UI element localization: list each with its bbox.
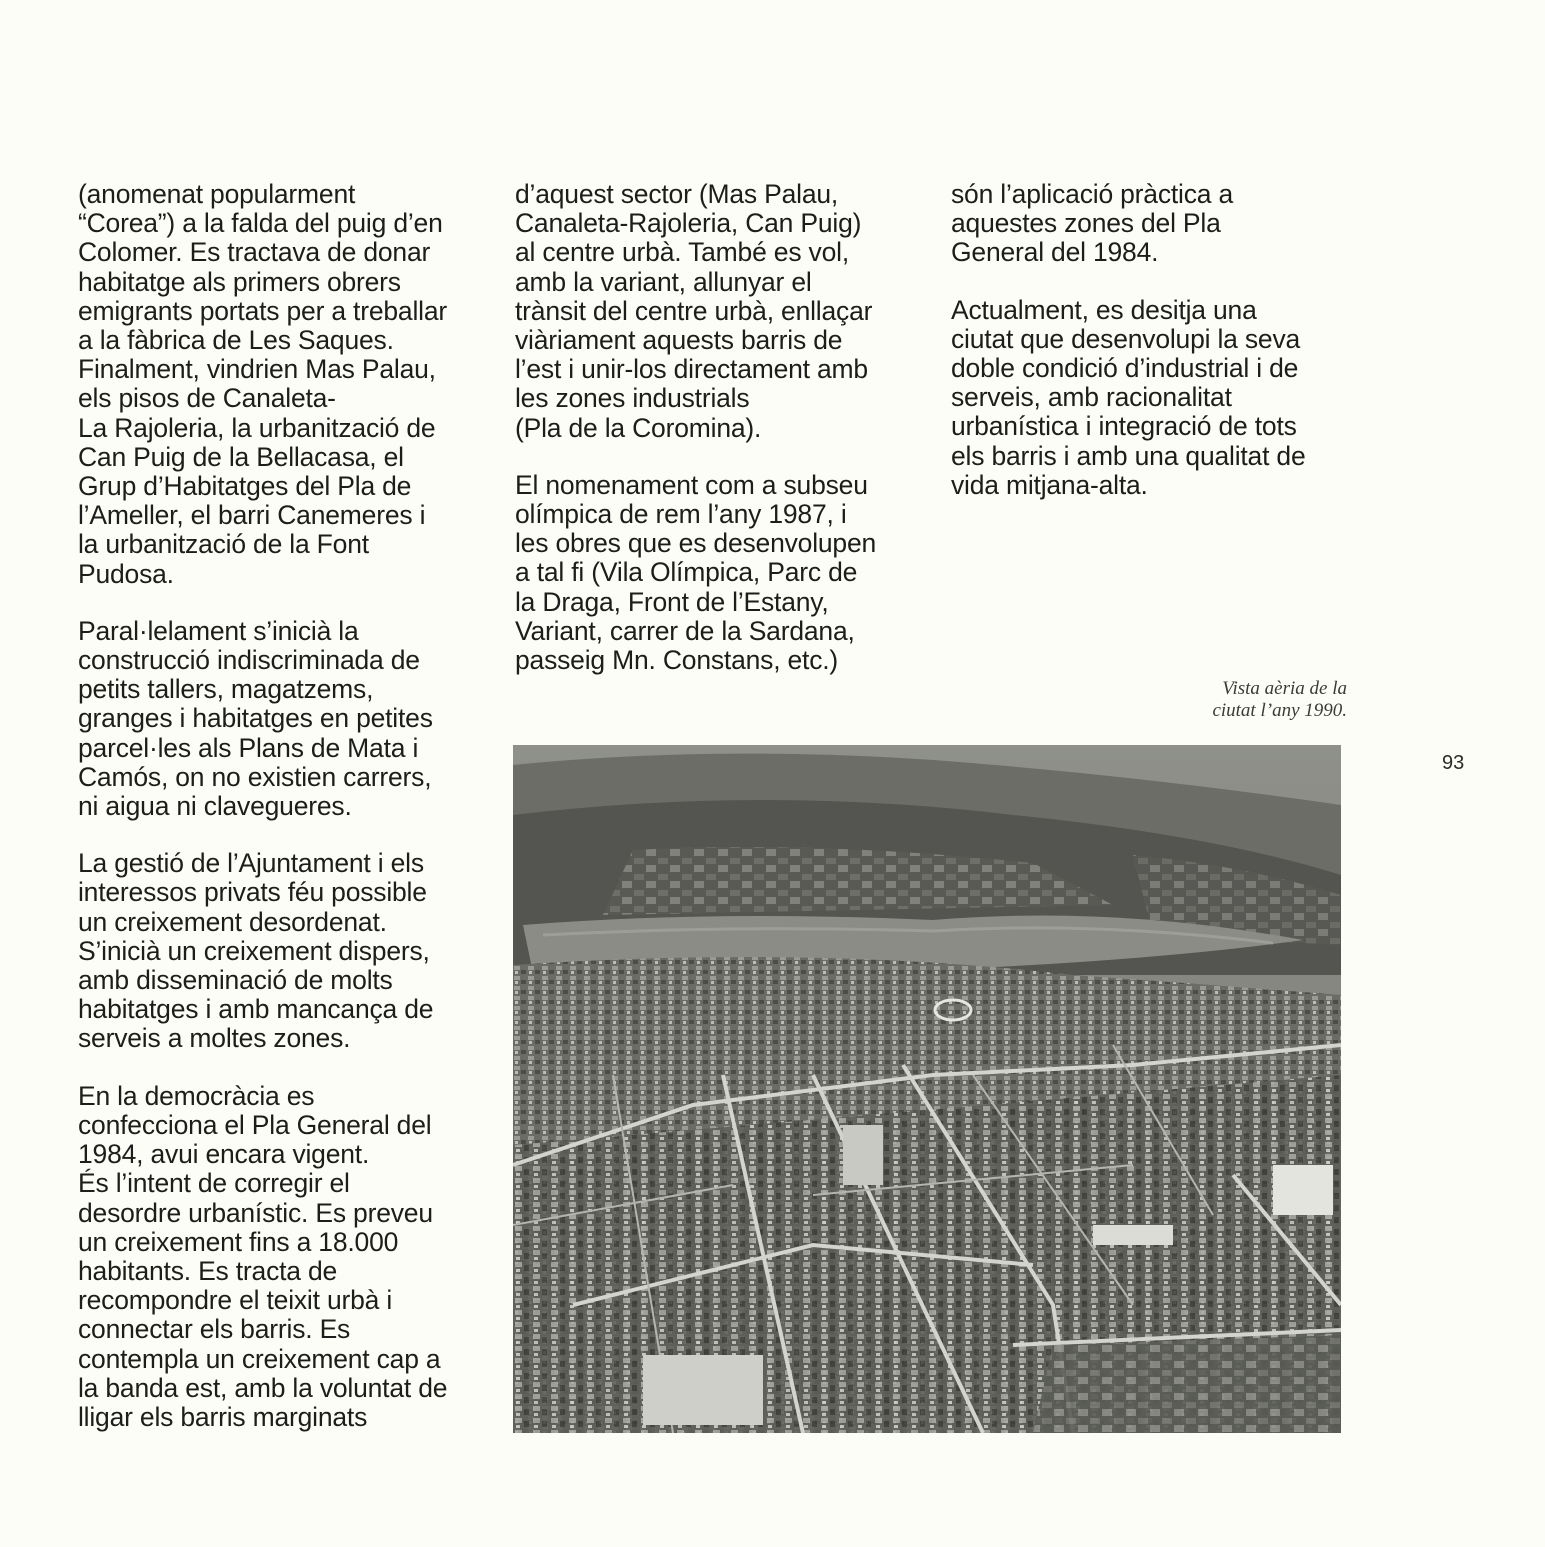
text-line: l’Ameller, el barri Canemeres i [78, 500, 426, 531]
text-line: granges i habitatges en petites [78, 703, 433, 734]
paragraph [78, 180, 498, 589]
text-line: contempla un creixement cap a [78, 1343, 441, 1374]
text-line: a la fàbrica de Les Saques. [78, 325, 394, 356]
paragraph [78, 1082, 498, 1432]
text-line: Actualment, es desitja una [951, 294, 1257, 325]
text-line: la Draga, Front de l’Estany, [515, 586, 829, 617]
text-line: connectar els barris. Es [78, 1314, 351, 1345]
text-line: Paral·lelament s’inicià la [78, 615, 359, 646]
page-number: 93 [1442, 752, 1465, 774]
text-line: urbanística i integració de tots [951, 411, 1297, 442]
caption-line: ciutat l’any 1990. [1212, 700, 1347, 721]
text-line: interessos privats féu possible [78, 877, 427, 908]
text-column-2 [515, 180, 935, 703]
text-column-3 [951, 180, 1371, 528]
text-line: emigrants portats per a treballar [78, 295, 447, 326]
text-line: 1984, avui encara vigent. [78, 1139, 370, 1170]
caption-line: Vista aèria de la [1222, 678, 1347, 699]
text-line: aquestes zones del Pla [951, 208, 1221, 239]
text-line: Variant, carrer de la Sardana, [515, 615, 855, 646]
text-line: amb la variant, allunyar el [515, 266, 812, 297]
paragraph [951, 296, 1371, 500]
text-line: habitatges i amb mancança de [78, 994, 434, 1025]
paragraph [78, 849, 498, 1053]
text-line: lligar els barris marginats [78, 1401, 368, 1432]
paragraph [515, 180, 935, 443]
paragraph [951, 180, 1371, 268]
text-line: Canaleta-Rajoleria, Can Puig) [515, 208, 862, 239]
text-line: Grup d’Habitatges del Pla de [78, 471, 412, 502]
text-line: ni aigua ni clavegueres. [78, 791, 352, 822]
photo-caption [1212, 678, 1347, 722]
text-line: d’aquest sector (Mas Palau, [515, 179, 839, 209]
text-line: viàriament aquests barris de [515, 325, 843, 356]
text-line: olímpica de rem l’any 1987, i [515, 499, 847, 530]
text-line: S’inicià un creixement dispers, [78, 935, 430, 966]
text-column-1 [78, 180, 498, 1460]
text-line: són l’aplicació pràctica a [951, 179, 1234, 209]
text-line: General del 1984. [951, 237, 1159, 268]
paragraph [78, 617, 498, 821]
text-line: amb disseminació de molts [78, 965, 393, 996]
text-line: ciutat que desenvolupi la seva [951, 323, 1301, 354]
text-line: un creixement fins a 18.000 [78, 1226, 399, 1257]
text-line: la urbanització de la Font [78, 529, 369, 560]
text-line: trànsit del centre urbà, enllaçar [515, 295, 873, 326]
text-line: els pisos de Canaleta- [78, 383, 336, 414]
text-line: petits tallers, magatzems, [78, 674, 374, 705]
text-line: Finalment, vindrien Mas Palau, [78, 354, 436, 385]
text-line: La Rajoleria, la urbanització de [78, 412, 436, 443]
text-line: “Corea”) a la falda del puig d’en [78, 208, 443, 239]
text-line: Pudosa. [78, 558, 174, 589]
text-line: serveis, amb racionalitat [951, 382, 1232, 413]
text-line: La gestió de l’Ajuntament i els [78, 848, 424, 879]
text-line: vida mitjana-alta. [951, 469, 1148, 500]
text-line: passeig Mn. Constans, etc.) [515, 645, 839, 676]
text-line: la banda est, amb la voluntat de [78, 1372, 448, 1403]
text-line: Camós, on no existien carrers, [78, 761, 432, 792]
text-line: parcel·les als Plans de Mata i [78, 732, 419, 763]
text-line: desordre urbanístic. Es preveu [78, 1197, 433, 1228]
text-line: construcció indiscriminada de [78, 645, 420, 676]
text-line: El nomenament com a subseu [515, 469, 868, 500]
text-line: (Pla de la Coromina). [515, 412, 762, 443]
text-line: les obres que es desenvolupen [515, 528, 877, 559]
text-line: recompondre el teixit urbà i [78, 1285, 393, 1316]
text-line: a tal fi (Vila Olímpica, Parc de [515, 557, 858, 588]
text-line: al centre urbà. També es vol, [515, 237, 849, 268]
text-line: habitants. Es tracta de [78, 1255, 338, 1286]
text-line: Colomer. Es tractava de donar [78, 237, 431, 268]
text-line: els barris i amb una qualitat de [951, 440, 1306, 471]
text-line: Can Puig de la Bellacasa, el [78, 441, 404, 472]
paragraph [515, 471, 935, 675]
text-line: un creixement desordenat. [78, 906, 387, 937]
text-line: En la democràcia es [78, 1080, 315, 1111]
text-line: les zones industrials [515, 383, 750, 414]
aerial-photo [513, 745, 1341, 1433]
text-line: És l’intent de corregir el [78, 1168, 350, 1199]
text-line: serveis a moltes zones. [78, 1023, 351, 1054]
text-line: (anomenat popularment [78, 179, 356, 209]
text-line: l’est i unir-los directament amb [515, 354, 868, 385]
text-line: doble condició d’industrial i de [951, 353, 1299, 384]
text-line: confecciona el Pla General del [78, 1109, 432, 1140]
text-line: habitatge als primers obrers [78, 266, 401, 297]
